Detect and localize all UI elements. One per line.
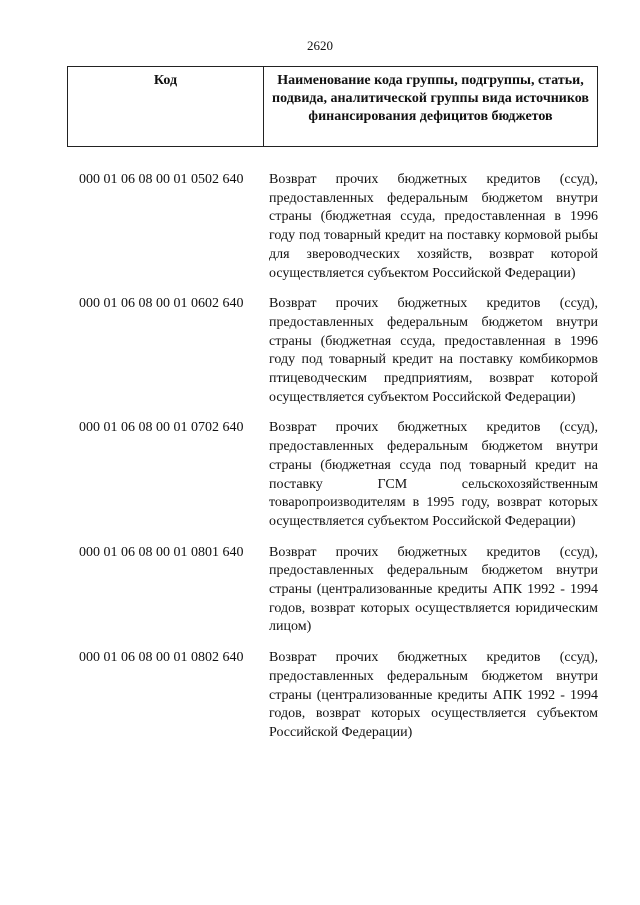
page-number: 2620	[307, 38, 333, 53]
row-code: 000 01 06 08 00 01 0801 640	[79, 544, 244, 560]
table-row	[79, 544, 598, 638]
table-row	[79, 649, 598, 743]
row-description: Возврат прочих бюджетных кредитов (ссуд), предоставленных федеральным бюджетом внутри страны (централизованные кредиты АПК 1992 - 1994 годов, возврат которых осуществляется юридическим лицом)	[269, 544, 598, 635]
table-row	[79, 419, 598, 531]
row-description: Возврат прочих бюджетных кредитов (ссуд), предоставленных федеральным бюджетом внутри страны (бюджетная ссуда под товарный кредит на поставку ГСМ сельскохозяйственным товаропроизводителям в 1995 году, возврат которых осуществляется субъектом Российской Федерации)	[269, 420, 598, 529]
table-body	[79, 171, 598, 755]
row-code: 000 01 06 08 00 01 0602 640	[79, 296, 244, 312]
table-row	[79, 295, 598, 407]
row-description: Возврат прочих бюджетных кредитов (ссуд), предоставленных федеральным бюджетом внутри страны (бюджетная ссуда, предоставленная в 1996 году под товарный кредит на поставку кормовой рыбы для звероводческих хозяйств, возврат которой осуществляется субъектом Российской Федерации)	[269, 172, 598, 281]
row-description: Возврат прочих бюджетных кредитов (ссуд), предоставленных федеральным бюджетом внутри страны (бюджетная ссуда, предоставленная в 1996 году под товарный кредит на поставку комбикормов птицеводческим предприятиям, возврат которой осуществляется субъектом Российской Федерации)	[269, 296, 598, 405]
header-code-label: Код	[68, 67, 264, 146]
header-name-label: Наименование кода группы, подгруппы, статьи, подвида, аналитической группы вида источников финансирования дефицитов бюджетов	[272, 73, 589, 124]
table-header	[67, 66, 598, 147]
table-row	[79, 171, 598, 283]
row-description: Возврат прочих бюджетных кредитов (ссуд), предоставленных федеральным бюджетом внутри страны (централизованные кредиты АПК 1992 - 1994 годов, возврат которых осуществляется субъектом Российской Федерации)	[269, 650, 598, 740]
row-code: 000 01 06 08 00 01 0802 640	[79, 650, 244, 666]
row-code: 000 01 06 08 00 01 0502 640	[79, 172, 244, 187]
row-code: 000 01 06 08 00 01 0702 640	[79, 420, 244, 436]
